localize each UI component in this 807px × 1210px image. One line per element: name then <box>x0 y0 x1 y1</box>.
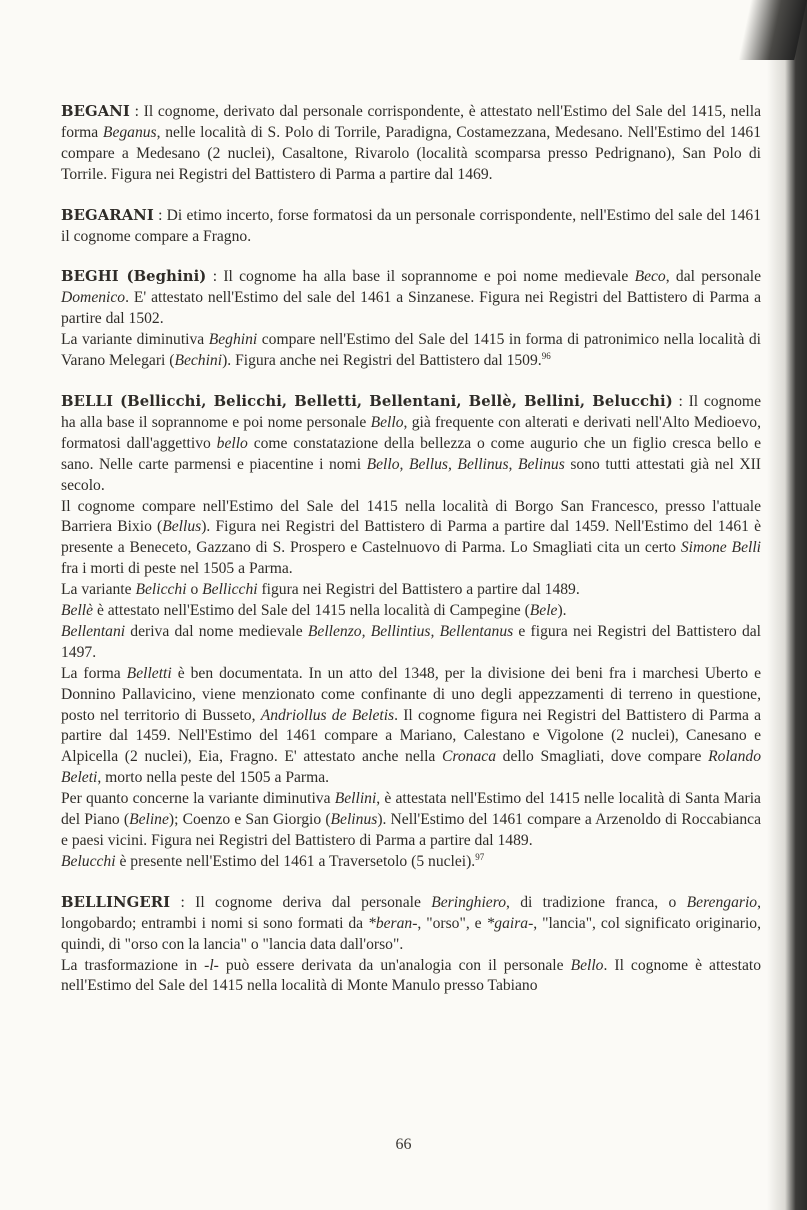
entry-paragraph <box>61 580 761 601</box>
text-run: , "lancia", col significato originario, quindi, di "orso con la lancia" o "lancia data dall'orso". <box>61 914 761 953</box>
italic-term: Andriollus de Beletis <box>260 706 395 724</box>
text-run: e figura nei Registri del Battistero dal 1497. <box>61 622 761 661</box>
italic-term: Bello <box>370 413 404 431</box>
entry-paragraph <box>61 893 761 956</box>
italic-term: Belicchi <box>135 581 187 599</box>
text-run: : Il cognome, derivato dal personale corrispondente, è attestato nell'Estimo del Sale del 1415, nella forma <box>61 103 761 141</box>
text-run: ). Nell'Estimo del 1461 compare a Arzenoldo di Roccabianca e paesi vicini. Figura nei Registri del Battistero di Parma a partire dal 1489. <box>61 811 761 849</box>
text-run: deriva dal nome medievale <box>125 622 308 640</box>
entry-paragraph <box>61 330 761 372</box>
text-run: è presente nell'Estimo del 1461 a Traversetolo (5 nuclei). <box>115 852 476 870</box>
footnote-ref: 97 <box>475 851 485 862</box>
entry-paragraph <box>61 622 761 664</box>
text-run: La forma <box>61 664 127 682</box>
italic-term: Bellè <box>61 602 94 620</box>
entry-paragraph <box>61 789 761 852</box>
italic-term: Beghini <box>208 331 258 349</box>
text-run: può essere derivata da un'analogia con il personale <box>218 956 571 974</box>
italic-term: Beringhiero <box>431 893 506 911</box>
entry-heading: BEGARANI <box>61 206 154 224</box>
dictionary-entry <box>61 102 761 186</box>
italic-term: Domenico <box>61 289 126 307</box>
italic-term: -l- <box>204 956 219 974</box>
book-spine-shadow <box>767 0 807 1210</box>
italic-term: Belinus <box>330 811 378 829</box>
italic-term: Cronaca <box>442 748 496 766</box>
entry-paragraph <box>61 601 761 622</box>
text-run: , longobardo; entrambi i nomi si sono formati da <box>61 893 761 932</box>
italic-term: *gaira- <box>486 914 534 932</box>
dictionary-entry <box>61 893 761 998</box>
text-run: : Il cognome ha alla base il soprannome e poi nome personale <box>61 392 761 431</box>
text-run: , morto nella peste del 1505 a Parma. <box>97 769 330 787</box>
entry-paragraph <box>61 956 761 998</box>
text-run: . Il cognome figura nei Registri del Battistero di Parma a partire dal 1459. Nell'Estimo del 1461 compare a Mariano, Calestano e Vigolone (2 nuclei), Canesano e Alpicella (2 nuclei), Eia, Fragno. E' attestato anche nella <box>61 706 762 766</box>
text-run: sono tutti attestati già nel XII secolo. <box>61 455 761 494</box>
italic-term: *beran- <box>368 914 418 932</box>
italic-term: Bellicchi <box>202 581 258 599</box>
text-run: La trasformazione in <box>61 956 205 974</box>
footnote-ref: 96 <box>541 350 551 361</box>
text-run: ); Coenzo e San Giorgio ( <box>168 811 331 829</box>
entry-paragraph <box>61 664 761 789</box>
entry-paragraph <box>61 497 761 581</box>
text-run: fra i morti di peste nel 1505 a Parma. <box>61 560 293 578</box>
entry-heading: BELLI (Bellicchi, Belicchi, Belletti, Bellentani, Bellè, Bellini, Belucchi) <box>61 392 673 410</box>
text-run: ). <box>557 602 567 620</box>
text-run: La variante <box>61 581 136 599</box>
italic-term: Bellus <box>162 518 202 536</box>
dictionary-entry <box>61 206 761 248</box>
italic-term: Bele <box>529 602 558 620</box>
italic-term: Beganus <box>102 123 157 141</box>
italic-term: Beco <box>634 268 666 286</box>
text-run: dello Smagliati, dove compare <box>496 748 709 766</box>
text-run: figura nei Registri del Battistero a partire dal 1489. <box>257 581 580 599</box>
italic-term: Bellini <box>334 790 377 808</box>
italic-term: Berengario <box>686 893 758 911</box>
italic-term: Belletti <box>126 664 172 682</box>
text-run: La variante diminutiva <box>61 331 209 349</box>
entry-heading: BEGANI <box>61 103 130 120</box>
italic-term: Bechini <box>174 352 223 370</box>
italic-term: Bello, Bellus, Bellinus, Belinus <box>366 455 565 473</box>
text-run: : Di etimo incerto, forse formatosi da un personale corrispondente, nell'Estimo del sale del 1461 il cognome compare a Fragno. <box>61 206 761 245</box>
text-run: Il cognome compare nell'Estimo del Sale del 1415 nella località di Borgo San Francesco, presso l'attuale Barriera Bixio ( <box>61 497 761 536</box>
text-run: ). Figura nei Registri del Battistero di Parma a partire dal 1459. Nell'Estimo del 1461 è presente a Beneceto, Gazzano di S. Prospero e Castelnuovo di Parma. Lo Smagliati cita un certo <box>61 518 761 557</box>
italic-term: Belucchi <box>61 852 116 870</box>
page-number: 66 <box>395 1136 412 1153</box>
entry-heading: BEGHI (Beghini) <box>61 268 207 286</box>
text-run: . Il cognome è attestato nell'Estimo del Sale del 1415 nella località di Monte Manulo presso Tabiano <box>61 956 762 995</box>
text-run: , dal personale <box>665 268 762 286</box>
italic-term: bello <box>216 434 248 452</box>
text-run: o <box>186 581 203 599</box>
dictionary-entry <box>61 267 761 372</box>
italic-term: Beline <box>129 811 169 829</box>
text-run: . E' attestato nell'Estimo del sale del 1461 a Sinzanese. Figura nei Registri del Battistero di Parma a partire dal 1502. <box>61 289 761 328</box>
italic-term: Bellentani <box>61 622 126 640</box>
text-run: : Il cognome deriva dal personale <box>170 893 432 911</box>
text-run: , "orso", e <box>417 914 487 932</box>
italic-term: Bello <box>570 956 604 974</box>
text-run: compare nell'Estimo del Sale del 1415 in forma di patronimico nella località di Varano Melegari ( <box>61 331 761 370</box>
entry-paragraph <box>61 206 761 248</box>
italic-term: Simone Belli <box>680 539 761 557</box>
italic-term: Rolando Beleti <box>61 748 761 787</box>
text-run: , nelle località di S. Polo di Torrile, Paradigna, Costamezzana, Medesano. Nell'Estimo del 1461 compare a Medesano (2 nuclei), Casaltone, Rivarolo (località scomparsa presso Pedrignano), San Polo di Torrile. Figura nei Registri del Battistero di Parma a partire dal 1469. <box>61 123 761 183</box>
italic-term: Bellenzo, Bellintius, Bellentanus <box>307 622 514 640</box>
text-run: come constatazione della bellezza o come augurio che un figlio cresca bello e sano. Nelle carte parmensi e piacentine i nomi <box>61 434 762 473</box>
text-run: , già frequente con alterati e derivati nell'Alto Medioevo, formatosi dall'aggettivo <box>61 413 761 452</box>
entry-paragraph <box>61 392 761 497</box>
entry-paragraph <box>61 267 761 330</box>
text-run: , è attestata nell'Estimo del 1415 nelle località di Santa Maria del Piano ( <box>61 790 761 829</box>
page-content <box>61 102 761 1017</box>
text-run: Per quanto concerne la variante diminutiva <box>61 790 335 808</box>
entry-paragraph <box>61 102 761 186</box>
text-run: è attestato nell'Estimo del Sale del 1415 nella località di Campegine ( <box>93 602 530 620</box>
entry-paragraph <box>61 852 761 873</box>
text-run: ). Figura anche nei Registri del Battistero dal 1509. <box>222 352 542 370</box>
text-run: : Il cognome ha alla base il soprannome e poi nome medievale <box>206 268 635 286</box>
text-run: , di tradizione franca, o <box>506 893 687 911</box>
text-run: è ben documentata. In un atto del 1348, per la divisione dei beni fra i marchesi Uberto e Donnino Pallavicino, viene menzionato come confinante di uno degli appezzamenti di terreno in questione, posto nel territorio di Busseto, <box>61 664 761 724</box>
dictionary-entry <box>61 392 761 873</box>
entry-heading: BELLINGERI <box>61 893 171 911</box>
